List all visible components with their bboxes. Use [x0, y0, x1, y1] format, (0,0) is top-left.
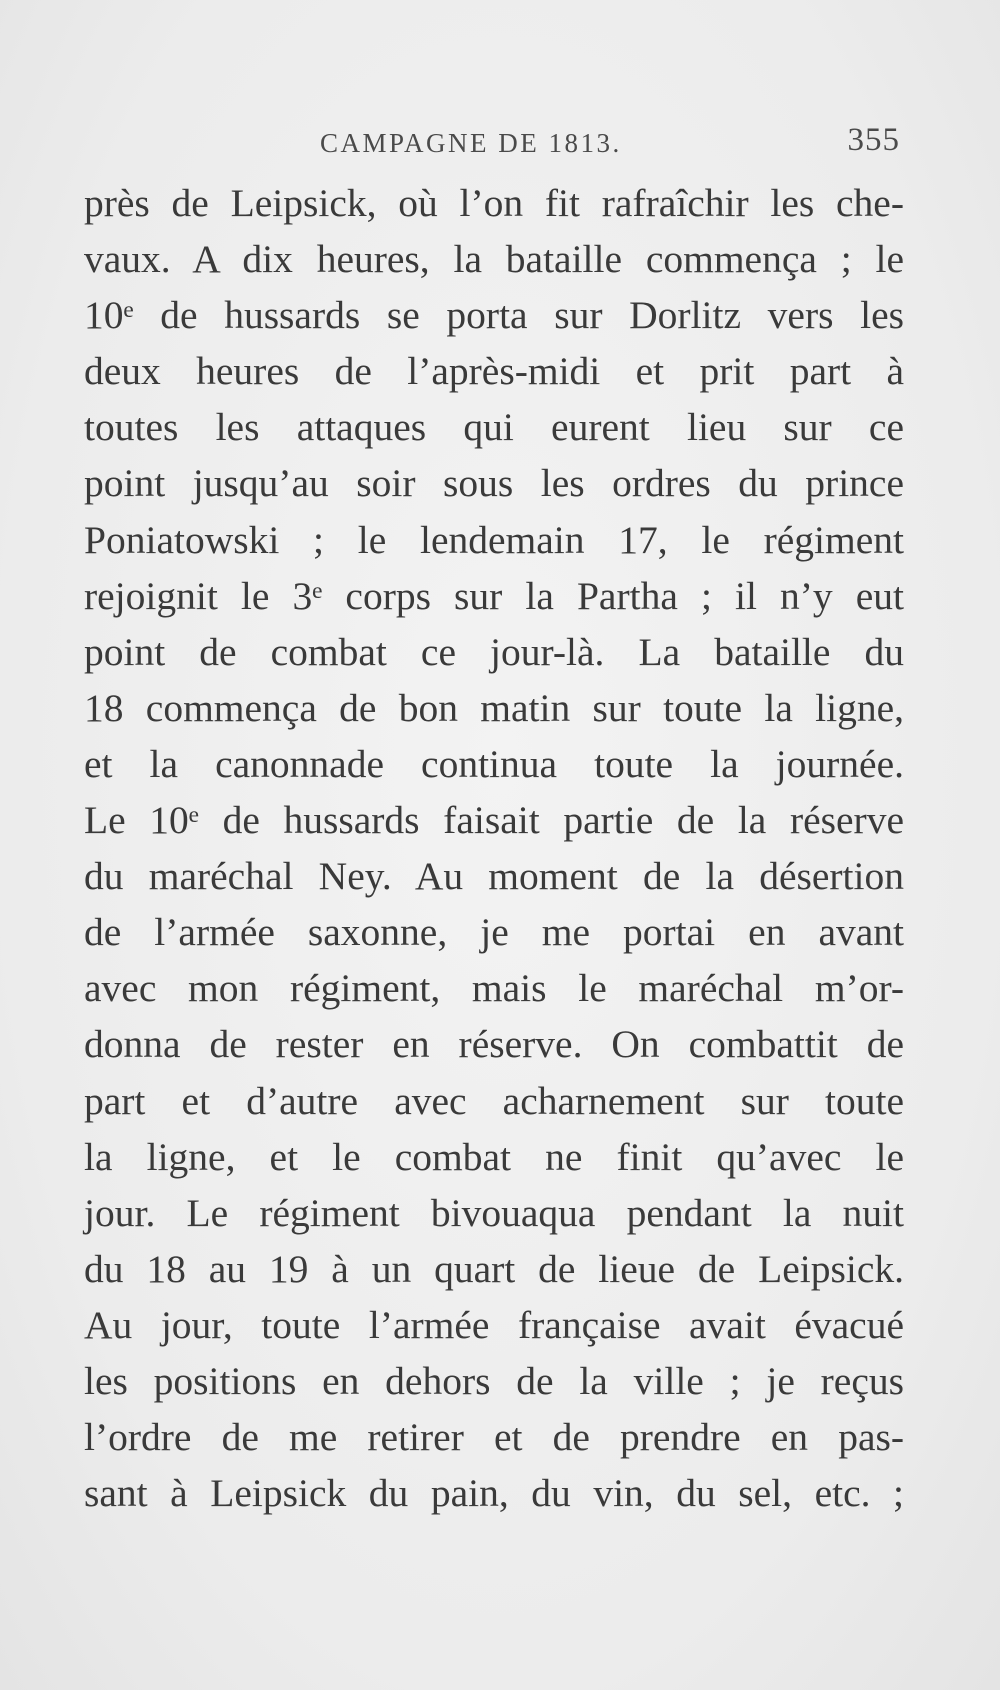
text-line: 10ᵉ de hussards se porta sur Dorlitz vers les: [84, 293, 904, 338]
text-line: Au jour, toute l’armée française avait évacué: [84, 1302, 904, 1347]
text-line: donna de rester en réserve. On combattit de: [84, 1022, 904, 1067]
text-line: près de Leipsick, où l’on fit rafraîchir les che-: [84, 181, 904, 225]
text-line: l’ordre de me retirer et de prendre en pas-: [84, 1415, 904, 1460]
text-line: la ligne, et le combat ne finit qu’avec le: [84, 1134, 904, 1179]
page-number: 355: [847, 122, 900, 158]
text-line: deux heures de l’après-midi et prit part à: [84, 349, 904, 394]
text-line: avec mon régiment, mais le maréchal m’or-: [84, 966, 904, 1011]
text-line: du maréchal Ney. Au moment de la désertion: [84, 854, 904, 899]
page-header: [320, 122, 900, 162]
text-line: du 18 au 19 à un quart de lieue de Leipsick.: [84, 1246, 904, 1291]
text-line: Poniatowski ; le lendemain 17, le régiment: [84, 517, 904, 562]
text-line: sant à Leipsick du pain, du vin, du sel, etc. ;: [84, 1471, 904, 1516]
running-title: CAMPAGNE DE 1813.: [320, 128, 622, 158]
text-line: part et d’autre avec acharnement sur toute: [84, 1078, 904, 1123]
text-line: jour. Le régiment bivouaqua pendant la nuit: [84, 1190, 904, 1235]
text-line: et la canonnade continua toute la journée.: [84, 741, 904, 786]
text-line: toutes les attaques qui eurent lieu sur ce: [84, 405, 904, 450]
text-line: Le 10ᵉ de hussards faisait partie de la réserve: [84, 798, 904, 843]
text-line: vaux. A dix heures, la bataille commença ; le: [84, 237, 904, 282]
text-line: point jusqu’au soir sous les ordres du prince: [84, 461, 904, 506]
text-line: les positions en dehors de la ville ; je reçus: [84, 1358, 904, 1403]
text-line: de l’armée saxonne, je me portai en avant: [84, 910, 904, 955]
text-line: rejoignit le 3ᵉ corps sur la Partha ; il n’y eut: [84, 573, 904, 618]
text-line: 18 commença de bon matin sur toute la ligne,: [84, 685, 904, 730]
text-line: point de combat ce jour-là. La bataille du: [84, 629, 904, 674]
body-text: [84, 175, 904, 1521]
